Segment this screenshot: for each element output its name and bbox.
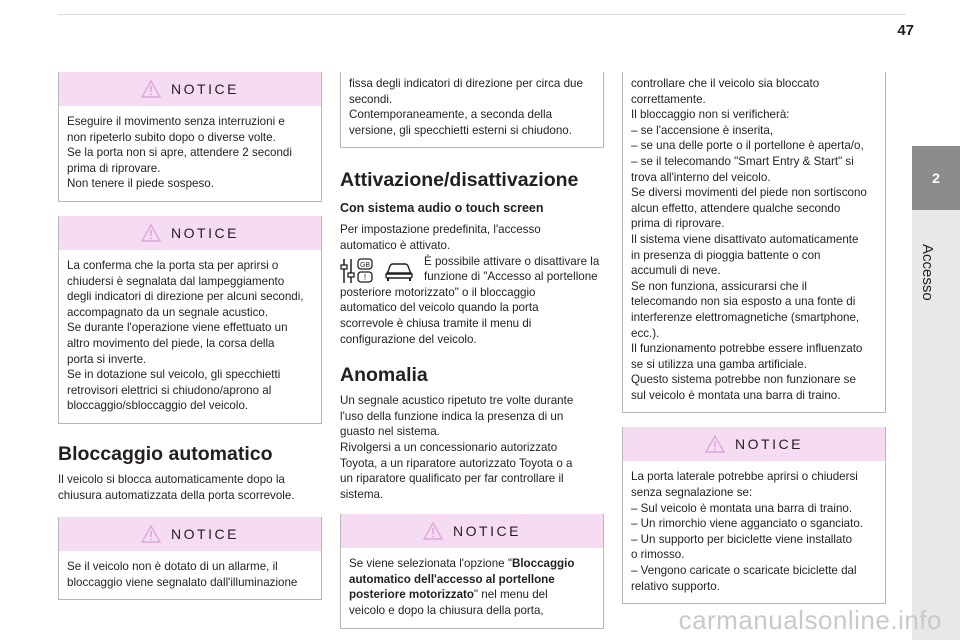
text-line: interferenze elettromagnetiche (smartphone,	[631, 310, 860, 324]
warning-triangle-icon	[705, 435, 725, 453]
notice-text	[59, 551, 321, 599]
notice-text	[341, 548, 603, 627]
text-line: guasto nel sistema.	[340, 425, 440, 439]
car-icon	[384, 260, 414, 282]
text-line: Contemporaneamente, a seconda della	[349, 108, 553, 122]
text-line: Eseguire il movimento senza interruzioni e	[67, 115, 285, 128]
notice-header	[59, 517, 321, 551]
text-line: chiusura automatizzata della porta scorrevole.	[58, 488, 295, 502]
text-line: in presenza di pioggia battente o con	[631, 248, 821, 262]
text-line: accompagnato da un segnale acustico.	[67, 305, 269, 319]
notice-title: NOTICE	[171, 81, 239, 97]
text-line: prima di riprovare.	[631, 217, 725, 231]
bold-text: Bloccaggio	[511, 557, 575, 571]
page-number: 47	[897, 22, 914, 39]
text-line: scorrevole è chiusa tramite il menu di	[340, 316, 532, 330]
text-line: Il funzionamento potrebbe essere influenzato	[631, 342, 863, 356]
text-line: alcun effetto, attendere qualche secondo	[631, 201, 841, 215]
text-line: Se diversi movimenti del piede non sortiscono	[631, 186, 867, 200]
text-line: veicolo e dopo la chiusura della porta,	[349, 604, 544, 618]
text-line: degli indicatori di direzione per alcuni secondi,	[67, 290, 304, 304]
text-line: controllare che il veicolo sia bloccato	[631, 77, 820, 90]
paragraph	[58, 472, 322, 503]
notice-text	[59, 106, 321, 201]
warning-triangle-icon	[141, 80, 161, 98]
bold-text: posteriore motorizzato	[349, 588, 474, 602]
text-line: La conferma che la porta sta per aprirsi o	[67, 258, 279, 272]
function-icons	[340, 257, 414, 285]
sub-heading: Con sistema audio o touch screen	[340, 201, 544, 216]
text-line: Se non funziona, assicurarsi che il	[631, 279, 807, 293]
text-line	[349, 556, 595, 572]
notice-box	[622, 427, 886, 604]
text-line: secondi.	[349, 92, 393, 106]
text-line: posteriore motorizzato" o il bloccaggio	[340, 285, 536, 299]
notice-box	[58, 216, 322, 424]
text-line: versione, gli specchietti esterni si chiudono.	[349, 123, 572, 137]
text-line: – se una delle porte o il portellone è aperta/o,	[631, 139, 864, 153]
text-line: prima di riprovare.	[67, 161, 161, 175]
text-line: un riparatore qualificato per far controllare il	[340, 472, 564, 486]
notice-text	[341, 72, 603, 147]
text-line: – Sul veicolo è montata una barra di traino.	[631, 501, 853, 515]
text-line: altro movimento del piede, la corsa della	[67, 336, 275, 350]
notice-title: NOTICE	[735, 436, 803, 453]
text-line: correttamente.	[631, 92, 706, 106]
text-line: senza segnalazione se:	[631, 486, 753, 500]
text-run: " nel menu del	[473, 588, 548, 602]
text-line: funzione di "Accesso al portellone	[424, 270, 598, 284]
column-3	[622, 72, 886, 618]
text-line: l'uso della funzione indica la presenza di un	[340, 409, 564, 423]
notice-header	[623, 427, 885, 461]
watermark: carmanualsonline.info	[678, 605, 942, 635]
text-line: automatico è attivato.	[340, 238, 451, 252]
text-line: sistema.	[340, 487, 384, 501]
notice-title: NOTICE	[171, 224, 239, 241]
continued-text	[623, 72, 885, 412]
settings-menu-icon	[340, 257, 374, 285]
text-line: bloccaggio viene segnalato dall'illuminazione	[67, 575, 298, 589]
column-2	[340, 72, 604, 643]
svg-text:GB: GB	[359, 261, 371, 269]
text-line: – Un supporto per biciclette viene installato	[631, 532, 853, 546]
top-rule	[58, 14, 906, 15]
notice-box	[340, 514, 604, 628]
text-line: trova all'interno del veicolo.	[631, 170, 771, 184]
text-line: automatico del veicolo quando la porta	[340, 301, 539, 315]
paragraph	[340, 285, 604, 347]
icon-paragraph	[340, 254, 604, 285]
notice-header	[341, 514, 603, 548]
text-line: Non tenere il piede sospeso.	[67, 177, 214, 191]
text-box-continued	[622, 72, 886, 413]
notice-box-continued	[340, 72, 604, 148]
text-line: configurazione del veicolo.	[340, 332, 477, 346]
text-line: Il sistema viene disattivato automaticamente	[631, 232, 859, 246]
text-line: telecomando non sia esposto a una fonte di	[631, 295, 856, 309]
notice-text	[623, 461, 885, 603]
text-line: bloccaggio/sbloccaggio del veicolo.	[67, 399, 249, 413]
notice-title: NOTICE	[171, 526, 239, 543]
text-line: Toyota, a un riparatore autorizzato Toyota o a	[340, 456, 573, 470]
text-line: sul veicolo è montata una barra di traino.	[631, 388, 841, 402]
notice-text	[59, 250, 321, 423]
warning-triangle-icon	[141, 224, 161, 242]
warning-triangle-icon	[423, 522, 443, 540]
bold-text: automatico dell'accesso al portellone	[349, 572, 555, 586]
text-line: – se l'accensione è inserita,	[631, 123, 774, 137]
text-line: Se la porta non si apre, attendere 2 secondi	[67, 146, 292, 160]
text-line: Il veicolo si blocca automaticamente dopo la	[58, 472, 285, 486]
text-line: non ripeterlo subito dopo o diverse volte.	[67, 130, 276, 144]
text-line: Il bloccaggio non si verificherà:	[631, 108, 790, 122]
text-line: Un segnale acustico ripetuto tre volte durante	[340, 394, 574, 408]
text-line	[349, 572, 595, 588]
paragraph	[340, 393, 604, 502]
text-line: porta si inverte.	[67, 352, 147, 366]
section-heading: Anomalia	[340, 364, 428, 387]
text-line: La porta laterale potrebbe aprirsi o chiudersi	[631, 470, 858, 484]
text-line: ecc.).	[631, 326, 660, 340]
text-line: o rimosso.	[631, 548, 685, 562]
text-line	[349, 587, 595, 603]
text-line: chiudersi è segnalata dal lampeggiamento	[67, 274, 285, 288]
chapter-tab[interactable]: 2	[912, 146, 960, 210]
section-heading: Attivazione/disattivazione	[340, 169, 579, 192]
text-line: – Vengono caricate o scaricate biciclette dal	[631, 564, 857, 578]
svg-text:!: !	[363, 272, 367, 282]
chapter-label: Accesso	[919, 244, 936, 301]
text-line: Per impostazione predefinita, l'accesso	[340, 223, 541, 237]
text-line: – se il telecomando "Smart Entry & Start" si	[631, 154, 854, 168]
notice-header	[59, 72, 321, 106]
text-line: Se in dotazione sul veicolo, gli specchietti	[67, 368, 281, 382]
text-line: – Un rimorchio viene agganciato o sganciato.	[631, 517, 864, 531]
warning-triangle-icon	[141, 525, 161, 543]
paragraph	[340, 222, 604, 253]
text-line: Rivolgersi a un concessionario autorizzato	[340, 440, 558, 454]
text-line: fissa degli indicatori di direzione per circa due	[349, 77, 583, 90]
text-line: È possibile attivare o disattivare la	[424, 254, 600, 268]
text-line: retrovisori elettrici si chiudono/aprono al	[67, 383, 272, 397]
notice-box	[58, 72, 322, 202]
text-line: accumuli di neve.	[631, 264, 721, 278]
text-line: Se durante l'operazione viene effettuato un	[67, 321, 288, 335]
notice-box	[58, 517, 322, 600]
notice-header	[59, 216, 321, 250]
notice-title: NOTICE	[453, 523, 521, 540]
column-1	[58, 72, 322, 614]
text-line: Questo sistema potrebbe non funzionare se	[631, 373, 856, 387]
text-line: se si utilizza una gamba artificiale.	[631, 357, 807, 371]
text-line: Se il veicolo non è dotato di un allarme, il	[67, 560, 278, 574]
text-line: relativo supporto.	[631, 579, 720, 593]
section-heading: Bloccaggio automatico	[58, 442, 273, 465]
text-run: Se viene selezionata l'opzione "	[349, 557, 512, 571]
